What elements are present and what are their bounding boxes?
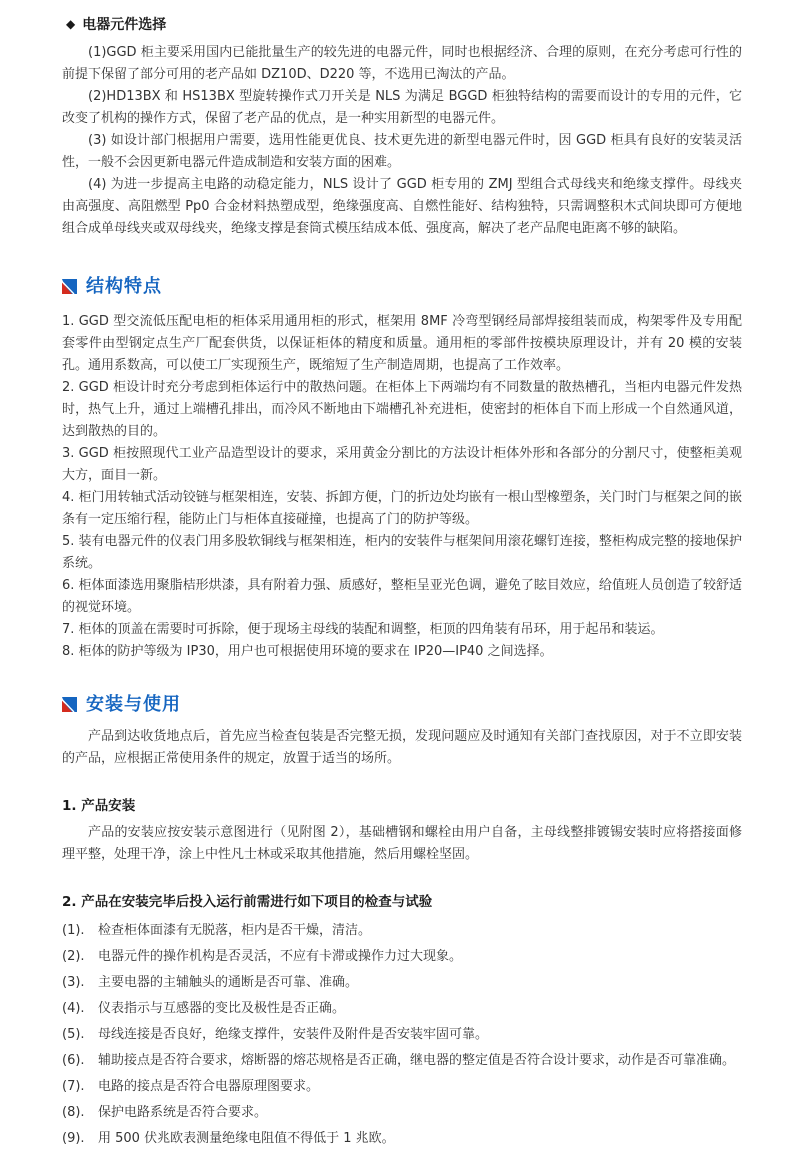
checklist-item-7 <box>62 1074 742 1100</box>
checklist-text: 母线连接是否良好，绝缘支撑件，安装件及附件是否安装牢固可靠。 <box>98 1027 489 1042</box>
checklist-text: 电器元件的操作机构是否灵活，不应有卡滞或操作力过大现象。 <box>98 949 463 964</box>
installation-intro: 产品到达收货地点后，首先应当检查包装是否完整无损，发现问题应及时通知有关部门查找原因，对于不立即安装的产品，应根据正常使用条件的规定，放置于适当的场所。 <box>62 729 742 766</box>
paragraph-component-1: (1)GGD 柜主要采用国内已能批量生产的较先进的电器元件，同时也根据经济、合理的原则，在充分考虑可行性的前提下保留了部分可用的老产品如 DZ10D、D220 等，不选用已淘汰的产品。 <box>62 45 742 82</box>
checklist-text: 仪表指示与互感器的变比及极性是否正确。 <box>98 1001 346 1016</box>
checklist-number: (8). <box>62 1105 85 1120</box>
section-title-structure-features <box>62 272 742 298</box>
feature-item-3: 3. GGD 柜按照现代工业产品造型设计的要求，采用黄金分割比的方法设计柜体外形和各部分的分割尺寸，使整柜美观大方，面目一新。 <box>62 446 742 483</box>
checklist-item-2 <box>62 944 742 970</box>
feature-item-6: 6. 柜体面漆选用聚脂桔形烘漆，具有附着力强、质感好，整柜呈亚光色调，避免了眩目效应，给值班人员创造了较舒适的视觉环境。 <box>62 578 742 615</box>
checklist-item-1 <box>62 918 742 944</box>
section-title-text: 电器元件选择 <box>82 17 167 33</box>
checklist-number: (2). <box>62 949 85 964</box>
checklist-item-5 <box>62 1022 742 1048</box>
section-title-text: 安装与使用 <box>86 694 181 715</box>
checklist-text: 用 500 伏兆欧表测量绝缘电阻值不得低于 1 兆欧。 <box>98 1131 395 1146</box>
checklist-text: 主要电器的主辅触头的通断是否可靠、准确。 <box>98 975 359 990</box>
paragraph-component-4: (4) 为进一步提高主电路的动稳定能力，NLS 设计了 GGD 柜专用的 ZMJ 型组合式母线夹和绝缘支撑件。母线夹由高强度、高阻燃型 Pp0 合金材料热塑成型，绝缘强度高、自燃性能好、结构独特，只需调整积木式间块即可方便地组合成单母线夹或双母线夹，绝缘支撑是套筒式模压结成本低、强度高，解决了老产品爬电距离不够的缺陷。 <box>62 177 742 236</box>
diamond-bullet-icon: ◆ <box>66 17 76 31</box>
section-title-installation <box>62 690 742 716</box>
checklist-item-8 <box>62 1100 742 1126</box>
feature-item-5: 5. 装有电器元件的仪表门用多股软铜线与框架相连，柜内的安装件与框架间用滚花螺钉连接，整柜构成完整的接地保护系统。 <box>62 534 742 571</box>
checklist-text: 辅助接点是否符合要求，熔断器的熔芯规格是否正确，继电器的整定值是否符合设计要求，动作是否可靠准确。 <box>98 1053 736 1068</box>
checklist-item-3 <box>62 970 742 996</box>
installation-sub1-paragraph: 产品的安装应按安装示意图进行（见附图 2），基础槽钢和螺栓由用户自备，主母线整排镀锡安装时应将搭接面修理平整，处理干净，涂上中性凡士林或采取其他措施，然后用螺栓坚固。 <box>62 825 742 862</box>
section-title-text: 结构特点 <box>86 276 162 297</box>
feature-item-7: 7. 柜体的顶盖在需要时可拆除，便于现场主母线的装配和调整，柜顶的四角装有吊环，用于起吊和装运。 <box>62 622 664 637</box>
section-title-component-selection <box>66 14 742 34</box>
checklist-item-9 <box>62 1126 742 1152</box>
checklist-item-6 <box>62 1048 742 1074</box>
checklist-number: (4). <box>62 1001 85 1016</box>
section-component-selection <box>62 14 742 240</box>
checklist-number: (5). <box>62 1027 85 1042</box>
subsection-title-product-install: 1. 产品安装 <box>62 798 136 814</box>
section-structure-features <box>62 272 742 663</box>
checklist-text: 电路的接点是否符合电器原理图要求。 <box>98 1079 320 1094</box>
feature-item-2: 2. GGD 柜设计时充分考虑到柜体运行中的散热问题。在柜体上下两端均有不同数量的散热槽孔，当柜内电器元件发热时，热气上升，通过上端槽孔排出，而冷风不断地由下端槽孔补充进柜，使密封的柜体自下而上形成一个自然通风道，达到散热的目的。 <box>62 380 742 439</box>
section-installation <box>62 690 742 1152</box>
checklist-number: (6). <box>62 1053 85 1068</box>
section-marker-icon <box>62 696 77 711</box>
subsection-title-pre-run-checks: 2. 产品在安装完毕后投入运行前需进行如下项目的检查与试验 <box>62 894 433 910</box>
checklist-number: (7). <box>62 1079 85 1094</box>
paragraph-component-3: (3) 如设计部门根据用户需要，选用性能更优良、技术更先进的新型电器元件时，因 GGD 柜具有良好的安装灵活性，一般不会因更新电器元件造成制造和安装方面的困难。 <box>62 133 742 170</box>
checklist-number: (1). <box>62 923 85 938</box>
checklist-text: 保护电路系统是否符合要求。 <box>98 1105 268 1120</box>
checklist-item-4 <box>62 996 742 1022</box>
paragraph-component-2: (2)HD13BX 和 HS13BX 型旋转操作式刀开关是 NLS 为满足 BGGD 柜独特结构的需要而设计的专用的元件，它改变了机构的操作方式，保留了老产品的优点，是一种实用新型的电器元件。 <box>62 89 742 126</box>
checklist-number: (9). <box>62 1131 85 1146</box>
feature-item-8: 8. 柜体的防护等级为 IP30，用户也可根据使用环境的要求在 IP20—IP40 之间选择。 <box>62 644 553 659</box>
checklist-number: (3). <box>62 975 85 990</box>
feature-item-4: 4. 柜门用转轴式活动铰链与框架相连，安装、拆卸方便，门的折边处均嵌有一根山型橡塑条，关门时门与框架之间的嵌条有一定压缩行程，能防止门与柜体直接碰撞，也提高了门的防护等级。 <box>62 490 742 527</box>
section-marker-icon <box>62 278 77 293</box>
feature-item-1: 1. GGD 型交流低压配电柜的柜体采用通用柜的形式，框架用 8MF 冷弯型钢经局部焊接组装而成，构架零件及专用配套零件由型钢定点生产厂配套供货，以保证柜体的精度和质量。通用柜的零部件按模块原理设计，并有 20 模的安装孔。通用系数高，可以使工厂实现预生产，既缩短了生产制造周期，也提高了工作效率。 <box>62 314 742 373</box>
checklist-text: 检查柜体面漆有无脱落，柜内是否干燥，清洁。 <box>98 923 372 938</box>
